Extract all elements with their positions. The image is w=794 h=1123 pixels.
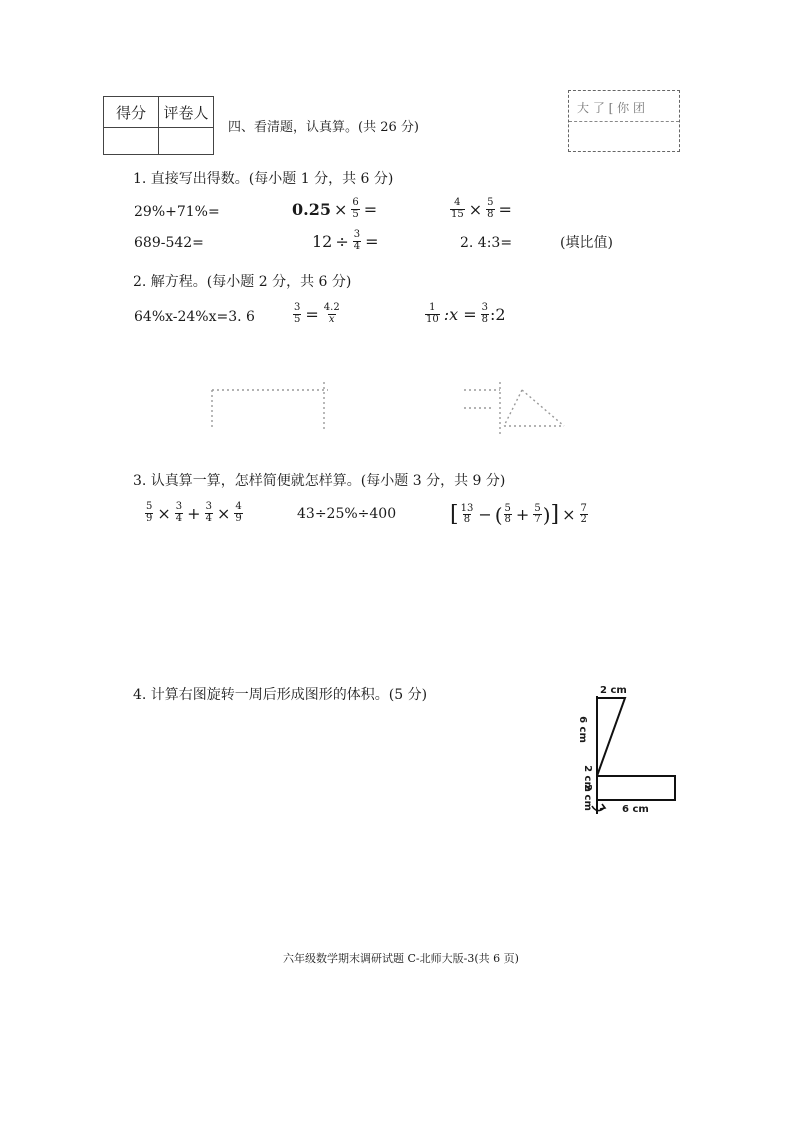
fraction: $\frac{6}{5}$	[352, 197, 359, 220]
fraction: $\frac{1}{10}$	[426, 302, 439, 325]
times-sign: ×	[333, 199, 348, 219]
q3-calc1: $\frac{5}{9}$ × $\frac{3}{4}$ + $\frac{3}{4}$ × $\frac{4}{9}$	[146, 501, 242, 524]
q2-title: 2. 解方程。(每小题 2 分，共 6 分)	[133, 274, 352, 290]
q1-item2	[292, 198, 380, 220]
q1-item4: 689-542=	[134, 235, 204, 251]
q1-item6: 2. 4:3=	[460, 235, 513, 251]
fraction: $\frac{5}{9}$	[146, 501, 153, 524]
fraction: $\frac{3}{8}$	[481, 302, 489, 325]
fraction: $\frac{4.2}{x}$	[323, 302, 340, 325]
score-cell[interactable]	[104, 128, 159, 155]
score-header: 得分	[104, 97, 159, 128]
stamp-text: 大 了 [ 你 团	[577, 101, 645, 115]
score-table	[103, 96, 214, 155]
equals-sign: =	[498, 199, 512, 219]
q1-title: 1. 直接写出得数。(每小题 1 分，共 6 分)	[133, 171, 394, 187]
label-mid: 2 cm	[581, 765, 593, 792]
q1-item6-note: (填比值)	[560, 235, 613, 251]
equals-sign: =	[365, 231, 379, 251]
equals-sign: =	[305, 304, 319, 324]
q2-eq3: $\frac{1}{10}$ :x = $\frac{3}{8}$ :2	[426, 302, 506, 325]
q2-eq2	[292, 303, 342, 325]
fraction: $\frac{7}{2}$	[580, 502, 587, 525]
q3-title: 3. 认真算一算，怎样简便就怎样算。(每小题 3 分，共 9 分)	[133, 473, 506, 489]
fraction: $\frac{13}{8}$	[460, 502, 474, 525]
fraction: $\frac{3}{4}$	[205, 501, 212, 524]
fraction: $\frac{5}{7}$	[534, 502, 541, 525]
fraction: $\frac{3}{4}$	[353, 229, 361, 252]
q2-eq1: 64%x-24%x=3. 6	[134, 309, 255, 325]
label-top: 2 cm	[600, 685, 627, 696]
fraction: $\frac{3}{5}$	[294, 302, 301, 325]
fraction: $\frac{5}{8}$	[487, 197, 494, 220]
q1-item5: 12 ÷ $\frac{3}{4}$ =	[312, 229, 379, 252]
page-footer: 六年级数学期末调研试题 C-北师大版-3(共 6 页)	[283, 952, 519, 965]
faded-stamp	[568, 90, 680, 152]
q3-calc2: 43÷25%÷400	[297, 506, 397, 522]
label-left: 6 cm	[576, 716, 588, 743]
figure-shapes	[580, 682, 690, 822]
q4-title: 4. 计算右图旋转一周后形成图形的体积。(5 分)	[133, 687, 428, 703]
faded-scan-marks	[200, 368, 580, 438]
grader-header: 评卷人	[159, 97, 214, 128]
q1-item3	[449, 198, 515, 220]
q1-item1: 29%+71%=	[134, 204, 220, 220]
section-title: 四、看清题，认真算。(共 26 分)	[228, 120, 419, 135]
equals-sign: =	[363, 199, 378, 219]
fraction: $\frac{4}{9}$	[235, 501, 242, 524]
q3-calc3: [ $\frac{13}{8}$ − ( $\frac{5}{8}$ + $\frac{5}{7}$ ) ] × $\frac{7}{2}$	[450, 502, 587, 527]
fraction: $\frac{5}{8}$	[504, 502, 511, 525]
times-sign: ×	[468, 199, 483, 219]
q1-item2-number: 0.25	[292, 199, 331, 219]
label-low: 2 cm	[581, 784, 593, 811]
fraction: $\frac{3}{4}$	[175, 501, 183, 524]
rotation-figure	[576, 682, 690, 822]
label-bottom: 6 cm	[622, 804, 649, 815]
divide-sign: ÷	[335, 231, 349, 251]
fraction: $\frac{4}{15}$	[451, 197, 464, 220]
grader-cell[interactable]	[159, 128, 214, 155]
